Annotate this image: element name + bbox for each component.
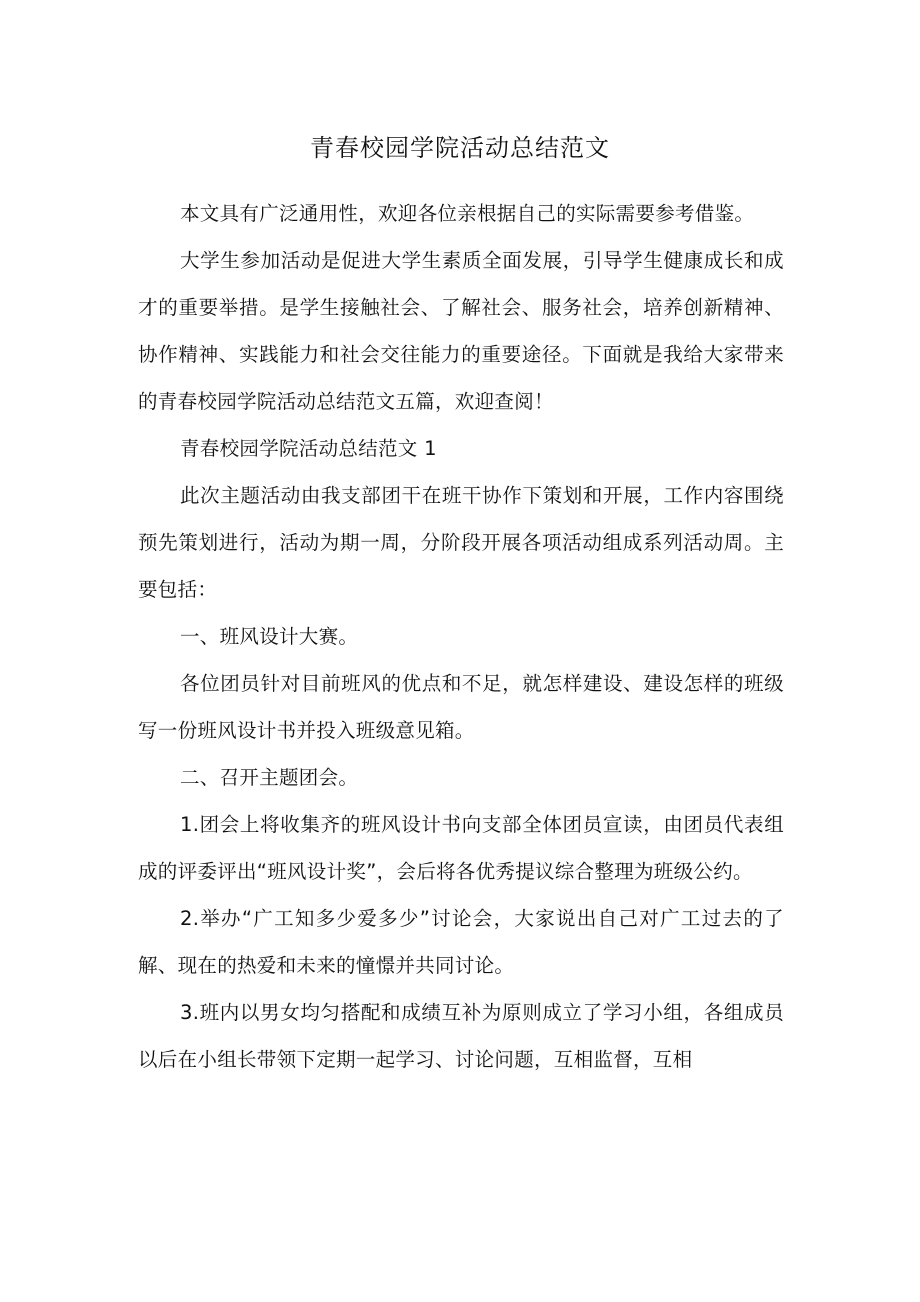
- paragraph: 各位团员针对目前班风的优点和不足，就怎样建设、建设怎样的班级写一份班风设计书并投入班级意见箱。: [138, 672, 784, 742]
- list-item: 2.举办“广工知多少爱多少”讨论会，大家说出自己对广工过去的了解、现在的热爱和未来的憧憬并共同讨论。: [138, 907, 784, 977]
- document-title: 青春校园学院活动总结范文: [310, 134, 610, 162]
- paragraph-intro-note: 本文具有广泛通用性，欢迎各位亲根据自己的实际需要参考借鉴。: [180, 202, 755, 225]
- subheading: 二、召开主题团会。: [180, 766, 359, 789]
- list-item: 3.班内以男女均匀搭配和成绩互补为原则成立了学习小组，各组成员以后在小组长带领下定期一起学习、讨论问题，互相监督，互相: [138, 1001, 784, 1071]
- subheading: 一、班风设计大赛。: [180, 625, 359, 648]
- paragraph-intro: 大学生参加活动是促进大学生素质全面发展，引导学生健康成长和成才的重要举措。是学生接触社会、了解社会、服务社会，培养创新精神、协作精神、实践能力和社会交往能力的重要途径。下面就是我给大家带来的青春校园学院活动总结范文五篇，欢迎查阅！: [138, 249, 784, 413]
- section-heading: 青春校园学院活动总结范文 1: [180, 437, 437, 460]
- list-item: 1.团会上将收集齐的班风设计书向支部全体团员宣读，由团员代表组成的评委评出“班风设计奖”，会后将各优秀提议综合整理为班级公约。: [138, 813, 784, 883]
- document-body: [138, 190, 784, 1083]
- paragraph: 此次主题活动由我支部团干在班干协作下策划和开展，工作内容围绕预先策划进行，活动为期一周，分阶段开展各项活动组成系列活动周。主要包括：: [138, 484, 784, 601]
